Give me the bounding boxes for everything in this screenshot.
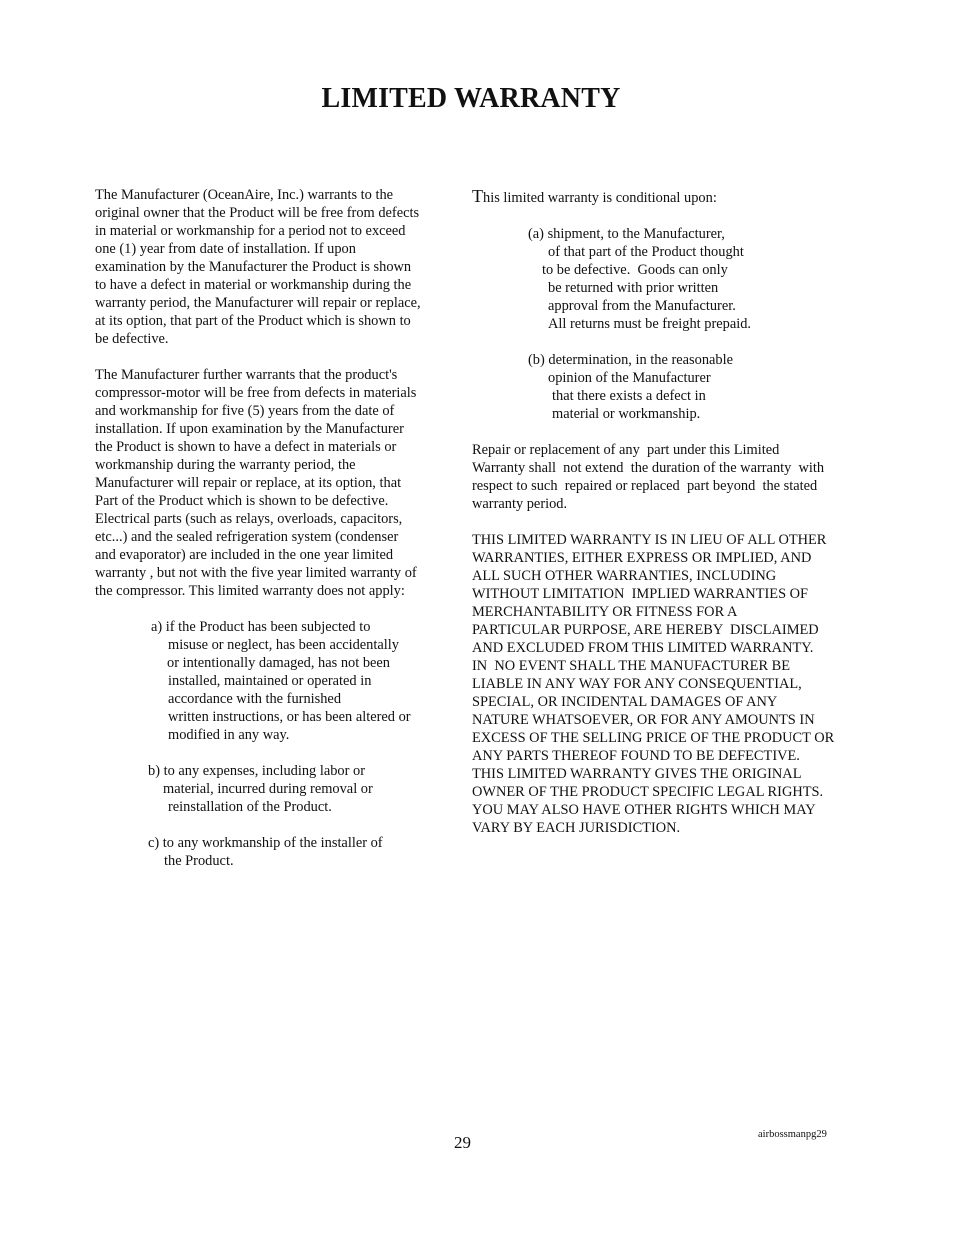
text-line <box>472 187 872 207</box>
text-line: that there exists a defect in <box>552 388 706 404</box>
text-line: The Manufacturer (OceanAire, Inc.) warrants to the <box>95 187 394 203</box>
text-line: material, incurred during removal or <box>163 781 373 797</box>
text-line: modified in any way. <box>168 727 290 743</box>
text-line: one (1) year from date of installation. If upon <box>95 241 356 257</box>
text-line: written instructions, or has been altered or <box>168 709 411 725</box>
text-line: VARY BY EACH JURISDICTION. <box>472 820 681 836</box>
text-line: THIS LIMITED WARRANTY IS IN LIEU OF ALL OTHER <box>472 532 827 548</box>
text-line: OWNER OF THE PRODUCT SPECIFIC LEGAL RIGHTS. <box>472 784 824 800</box>
drop-letter: T <box>472 186 483 206</box>
text-line: warranty , but not with the five year limited warranty of <box>95 565 417 581</box>
text-line: and evaporator) are included in the one year limited <box>95 547 394 563</box>
exclusion-item-a <box>95 618 455 744</box>
text-line: original owner that the Product will be free from defects <box>95 205 420 221</box>
text-line: in material or workmanship for a period not to exceed <box>95 223 406 239</box>
text-line: installation. If upon examination by the Manufacturer <box>95 421 404 437</box>
text-line: compressor-motor will be free from defects in materials <box>95 385 417 401</box>
text-line: and workmanship for five (5) years from the date of <box>95 403 395 419</box>
intro-text: his limited warranty is conditional upon: <box>483 190 717 206</box>
text-line: ALL SUCH OTHER WARRANTIES, INCLUDING <box>472 568 777 584</box>
text-line: the Product. <box>164 853 234 869</box>
warranty-paragraph-one-year <box>95 186 455 348</box>
document-id: airbossmanpg29 <box>758 1129 827 1140</box>
text-line: a) if the Product has been subjected to <box>151 619 371 635</box>
right-column <box>472 187 872 855</box>
text-line: AND EXCLUDED FROM THIS LIMITED WARRANTY. <box>472 640 814 656</box>
text-line: The Manufacturer further warrants that the product's <box>95 367 398 383</box>
text-line: to be defective. Goods can only <box>542 262 728 278</box>
text-line: NATURE WHATSOEVER, OR FOR ANY AMOUNTS IN <box>472 712 815 728</box>
text-line: etc...) and the sealed refrigeration system (condenser <box>95 529 399 545</box>
text-line: IN NO EVENT SHALL THE MANUFACTURER BE <box>472 658 791 674</box>
text-line: YOU MAY ALSO HAVE OTHER RIGHTS WHICH MAY <box>472 802 816 818</box>
text-line: WITHOUT LIMITATION IMPLIED WARRANTIES OF <box>472 586 809 602</box>
text-line: b) to any expenses, including labor or <box>148 763 366 779</box>
condition-item-b <box>472 351 872 423</box>
text-line: installed, maintained or operated in <box>168 673 372 689</box>
condition-item-a <box>472 225 872 333</box>
text-line: warranty period, the Manufacturer will repair or replace, <box>95 295 421 311</box>
text-line: PARTICULAR PURPOSE, ARE HEREBY DISCLAIMED <box>472 622 819 638</box>
left-column <box>95 186 455 888</box>
text-line: All returns must be freight prepaid. <box>548 316 752 332</box>
exclusion-item-c <box>95 834 455 870</box>
text-line: of that part of the Product thought <box>548 244 744 260</box>
text-line: to have a defect in material or workmanship during the <box>95 277 412 293</box>
text-line: workmanship during the warranty period, the <box>95 457 356 473</box>
text-line: c) to any workmanship of the installer of <box>148 835 383 851</box>
text-line: reinstallation of the Product. <box>168 799 332 815</box>
text-line: be returned with prior written <box>548 280 719 296</box>
text-line: ANY PARTS THEREOF FOUND TO BE DEFECTIVE. <box>472 748 800 764</box>
repair-paragraph <box>472 441 872 513</box>
text-line: EXCESS OF THE SELLING PRICE OF THE PRODUCT OR <box>472 730 835 746</box>
text-line: Warranty shall not extend the duration of the warranty with <box>472 460 825 476</box>
text-line: THIS LIMITED WARRANTY GIVES THE ORIGINAL <box>472 766 802 782</box>
text-line: LIABLE IN ANY WAY FOR ANY CONSEQUENTIAL, <box>472 676 802 692</box>
page-title: LIMITED WARRANTY <box>321 83 621 114</box>
text-line: Part of the Product which is shown to be defective. <box>95 493 389 509</box>
text-line: misuse or neglect, has been accidentally <box>168 637 399 653</box>
text-line: or intentionally damaged, has not been <box>167 655 390 671</box>
text-line: Repair or replacement of any part under this Limited <box>472 442 780 458</box>
text-line: WARRANTIES, EITHER EXPRESS OR IMPLIED, AND <box>472 550 812 566</box>
text-line: Manufacturer will repair or replace, at its option, that <box>95 475 402 491</box>
text-line: approval from the Manufacturer. <box>548 298 736 314</box>
text-line: Electrical parts (such as relays, overloads, capacitors, <box>95 511 403 527</box>
text-line: MERCHANTABILITY OR FITNESS FOR A <box>472 604 738 620</box>
text-line: the compressor. This limited warranty does not apply: <box>95 583 405 599</box>
text-line: SPECIAL, OR INCIDENTAL DAMAGES OF ANY <box>472 694 778 710</box>
text-line: opinion of the Manufacturer <box>548 370 711 386</box>
text-line: the Product is shown to have a defect in materials or <box>95 439 397 455</box>
text-line: examination by the Manufacturer the Product is shown <box>95 259 412 275</box>
text-line: (a) shipment, to the Manufacturer, <box>528 226 725 242</box>
text-line: respect to such repaired or replaced part beyond the stated <box>472 478 818 494</box>
text-line: at its option, that part of the Product which is shown to <box>95 313 411 329</box>
text-line: (b) determination, in the reasonable <box>528 352 733 368</box>
text-line: material or workmanship. <box>552 406 701 422</box>
text-line: warranty period. <box>472 496 568 512</box>
text-line: accordance with the furnished <box>168 691 342 707</box>
exclusion-item-b <box>95 762 455 816</box>
disclaimer-paragraph <box>472 531 872 837</box>
text-line: be defective. <box>95 331 169 347</box>
conditions-intro <box>472 187 872 207</box>
page-number: 29 <box>454 1133 471 1152</box>
warranty-paragraph-compressor <box>95 366 455 600</box>
